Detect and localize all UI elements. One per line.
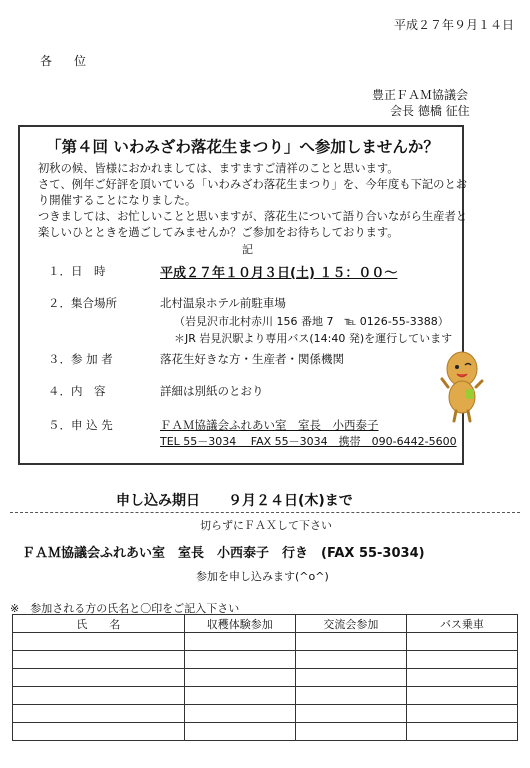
- form-cell[interactable]: [295, 633, 406, 651]
- form-cell[interactable]: [295, 651, 406, 669]
- table-header-row: [13, 615, 518, 633]
- column-header-bus: バス乗車: [406, 615, 517, 633]
- invitation-paragraph: つきましては、お忙しいことと思いますが、落花生について語り合いながら生産者と楽しいひとときを過ごしてみませんか？ご参加をお待ちしております。: [38, 210, 468, 239]
- form-cell[interactable]: [295, 687, 406, 705]
- item-label: ４．内 容: [48, 384, 106, 398]
- venue-address: （岩見沢市北村赤川 156 番地 7 ℡ 0126-55-3388）: [174, 315, 449, 328]
- item-datetime: [48, 263, 398, 281]
- fax-instruction: 切らずにＦＡＸして下さい: [200, 519, 332, 532]
- document-date: 平成２７年９月１４日: [393, 18, 514, 32]
- form-cell[interactable]: [406, 669, 517, 687]
- column-header-harvest: 収穫体験参加: [184, 615, 295, 633]
- item-meeting-place: [48, 295, 286, 311]
- announcement-paragraph: さて、例年ご好評を頂いている「いわみざわ落花生まつり」を、今年度も下記のとおり開催することになりました。: [38, 178, 468, 207]
- item-value: 平成２７年１０月３日(土) １５：００～: [160, 266, 398, 281]
- fax-destination: ＦＡＭ協議会ふれあい室 室長 小西泰子 行き (FAX 55-3034): [22, 546, 425, 561]
- sender-representative: 会長 德橋 征住: [390, 104, 470, 118]
- item-label: １．日 時: [48, 264, 106, 278]
- apply-statement: 参加を申し込みます(^o^): [196, 570, 329, 583]
- cut-line: [10, 512, 520, 513]
- table-row: [13, 705, 518, 723]
- form-cell[interactable]: [406, 705, 517, 723]
- form-cell[interactable]: [295, 723, 406, 741]
- form-cell[interactable]: [184, 633, 295, 651]
- recipients: 各位: [40, 54, 109, 68]
- form-cell[interactable]: [13, 651, 185, 669]
- application-deadline: 申し込み期日 ９月２４日(木)まで: [116, 493, 353, 509]
- greeting-paragraph: 初秋の候、皆様におかれましては、ますますご清祥のことと思います。: [38, 162, 399, 175]
- notice-title: 「第４回 いわみざわ落花生まつり」へ参加しませんか？: [46, 138, 439, 156]
- column-header-exchange: 交流会参加: [295, 615, 406, 633]
- table-row: [13, 633, 518, 651]
- item-label: ５．申 込 先: [48, 418, 113, 432]
- form-cell[interactable]: [13, 723, 185, 741]
- form-cell[interactable]: [13, 669, 185, 687]
- form-cell[interactable]: [406, 687, 517, 705]
- form-cell[interactable]: [406, 723, 517, 741]
- item-value: 北村温泉ホテル前駐車場: [160, 296, 286, 310]
- item-value: 詳細は別紙のとおり: [160, 384, 264, 398]
- item-contents: [48, 383, 264, 399]
- item-label: ３．参 加 者: [48, 352, 113, 366]
- item-application: [48, 417, 379, 433]
- form-cell[interactable]: [13, 705, 185, 723]
- peanut-mascot-icon: [440, 349, 484, 423]
- item-participants: [48, 351, 344, 367]
- form-cell[interactable]: [184, 723, 295, 741]
- form-cell[interactable]: [13, 633, 185, 651]
- item-value: 落花生好きな方・生産者・関係機関: [160, 352, 344, 366]
- table-row: [13, 669, 518, 687]
- contact-numbers: TEL 55－3034 FAX 55－3034 携帯 090-6442-5600: [160, 435, 457, 448]
- form-cell[interactable]: [13, 687, 185, 705]
- form-cell[interactable]: [184, 705, 295, 723]
- form-cell[interactable]: [184, 651, 295, 669]
- form-instruction: ※ 参加される方の氏名と〇印をご記入下さい: [10, 602, 240, 615]
- ki-marker: 記: [242, 243, 253, 256]
- table-row: [13, 651, 518, 669]
- form-cell[interactable]: [184, 669, 295, 687]
- item-label: ２．集合場所: [48, 296, 117, 310]
- form-cell[interactable]: [295, 669, 406, 687]
- column-header-name: 氏 名: [13, 615, 185, 633]
- table-row: [13, 723, 518, 741]
- application-form-table: [12, 614, 518, 741]
- bus-note: ＊JR 岩見沢駅より専用バス(14:40 発)を運行しています: [174, 332, 453, 345]
- event-notice-box: [18, 125, 468, 465]
- table-row: [13, 687, 518, 705]
- sender-organization: 豊正ＦＡＭ協議会: [372, 88, 469, 102]
- form-cell[interactable]: [406, 651, 517, 669]
- form-cell[interactable]: [406, 633, 517, 651]
- form-cell[interactable]: [184, 687, 295, 705]
- item-value: ＦＡＭ協議会ふれあい室 室長 小西泰子: [160, 418, 379, 432]
- form-cell[interactable]: [295, 705, 406, 723]
